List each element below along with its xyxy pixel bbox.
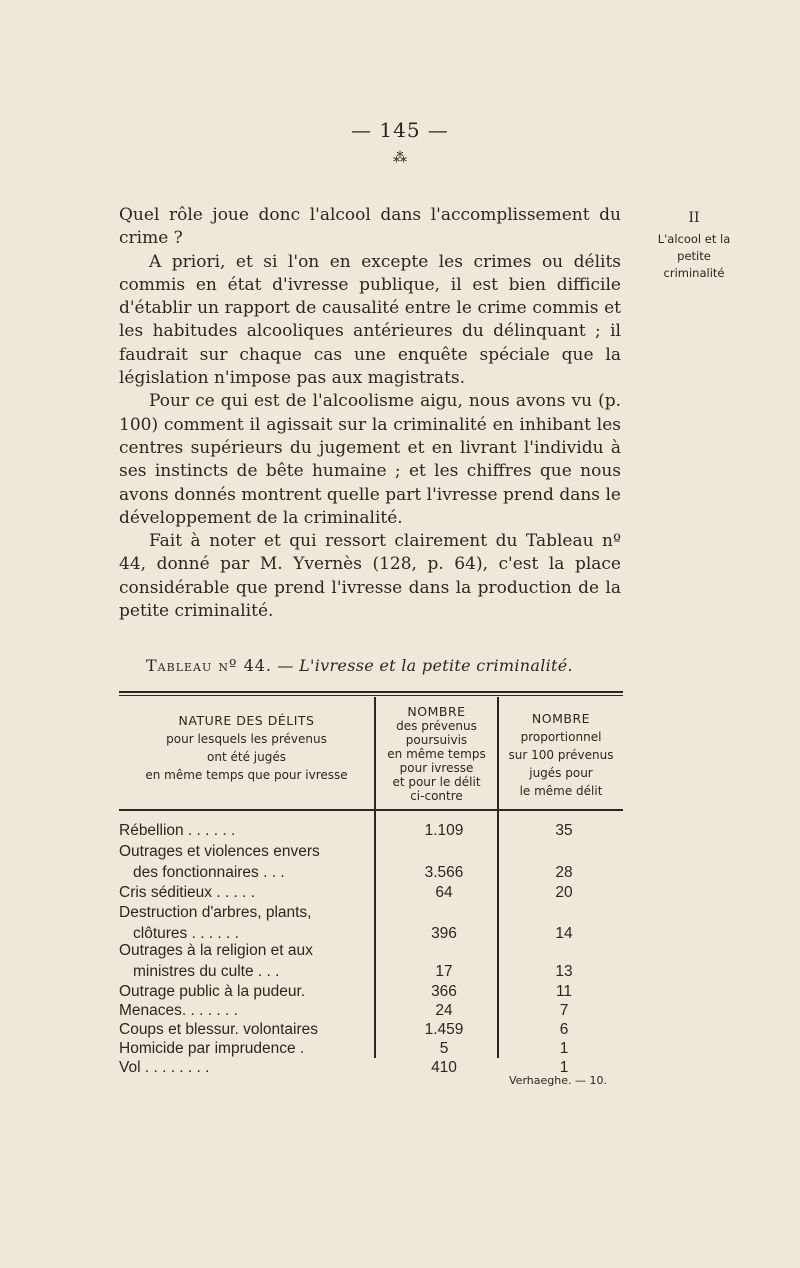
table-caption-dash: — bbox=[277, 656, 294, 675]
table-top-rule bbox=[119, 691, 623, 693]
header-bottom-rule bbox=[119, 809, 623, 811]
paragraph: Pour ce qui est de l'alcoolisme aigu, nous avons vu (p. 100) comment il agissait sur la criminalité en inhibant les centres supérieurs du jugement et en livrant l'individu à ses instincts de bête humaine ; et les chiffres que nous avons donnés montrent quelle part l'ivresse prend dans le développement de la criminalité. bbox=[119, 391, 621, 528]
table-caption bbox=[146, 656, 573, 675]
header-count: NOMBRE des prévenus poursuivis en même temps pour ivresse et pour le délit ci-contre bbox=[387, 704, 486, 803]
table-top-rule-thin bbox=[119, 695, 623, 696]
paragraph: Quel rôle joue donc l'alcool dans l'accomplissement du crime ? bbox=[119, 205, 621, 249]
margin-note-line: L'alcool et la bbox=[657, 232, 731, 246]
header-proportion: NOMBRE proportionnel sur 100 prévenus jugés pour le même délit bbox=[508, 711, 614, 798]
paragraph: Fait à noter et qui ressort clairement du Tableau nº 44, donné par M. Yvernès (128, p. 64), c'est la place considérable que prend l'ivresse dans la production de la petite criminalité. bbox=[119, 531, 621, 622]
printer-signature: Verhaeghe. — 10. bbox=[509, 1074, 607, 1087]
section-ornament: ⁂ bbox=[393, 150, 407, 166]
margin-note bbox=[644, 210, 744, 282]
margin-note-line: petite bbox=[677, 249, 711, 263]
table-caption-title: L'ivresse et la petite criminalité. bbox=[299, 656, 573, 675]
margin-note-numeral: II bbox=[688, 210, 700, 226]
page-number: — 145 — bbox=[351, 118, 449, 142]
margin-note-line: criminalité bbox=[663, 266, 725, 280]
table-caption-label: Tableau nº 44. bbox=[146, 656, 273, 675]
header-nature: NATURE DES DÉLITS pour lesquels les prévenus ont été jugés en même temps que pour ivresse bbox=[145, 713, 348, 782]
paragraph: A priori, et si l'on en excepte les crimes ou délits commis en état d'ivresse publique, il est bien difficile d'établir un rapport de causalité entre le crime commis et les habitudes alcooliques antérieures du délinquant ; il faudrait sur chaque cas une enquête spéciale que la législation n'impose pas aux magistrats. bbox=[119, 251, 621, 389]
body-text bbox=[119, 204, 621, 623]
